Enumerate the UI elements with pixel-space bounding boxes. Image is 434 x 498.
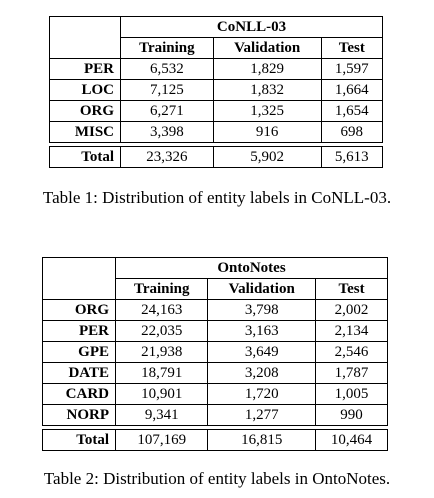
table-corner <box>50 17 121 38</box>
total-row <box>50 147 383 168</box>
table-cell: 990 <box>316 405 388 426</box>
row-label: LOC <box>50 80 121 101</box>
table-cell: 1,664 <box>321 80 382 101</box>
table-cell: 1,787 <box>316 363 388 384</box>
table-conll03 <box>49 16 383 168</box>
table-cell: 1,005 <box>316 384 388 405</box>
table-cell: 916 <box>213 122 321 143</box>
table-cell: 6,271 <box>121 101 214 122</box>
table-row <box>43 321 388 342</box>
row-label: DATE <box>43 363 116 384</box>
column-header: Test <box>316 279 388 300</box>
table-cell: 2,546 <box>316 342 388 363</box>
table-cell: 3,649 <box>208 342 316 363</box>
row-label: CARD <box>43 384 116 405</box>
table-corner <box>50 38 121 59</box>
dataset-header: CoNLL-03 <box>121 17 383 38</box>
table-row <box>43 384 388 405</box>
table-cell: 24,163 <box>116 300 208 321</box>
row-label: PER <box>50 59 121 80</box>
row-label: MISC <box>50 122 121 143</box>
table-cell: 1,597 <box>321 59 382 80</box>
column-header: Test <box>321 38 382 59</box>
table-cell: 698 <box>321 122 382 143</box>
table-cell: 1,829 <box>213 59 321 80</box>
total-cell: 16,815 <box>208 430 316 451</box>
table-row <box>50 59 383 80</box>
dataset-header: OntoNotes <box>116 258 388 279</box>
table-row <box>43 363 388 384</box>
table-cell: 1,277 <box>208 405 316 426</box>
column-header: Validation <box>208 279 316 300</box>
table-caption: Table 2: Distribution of entity labels in OntoNotes. <box>43 469 391 488</box>
table-row <box>43 405 388 426</box>
column-header: Training <box>116 279 208 300</box>
table-corner <box>43 258 116 279</box>
table-cell: 9,341 <box>116 405 208 426</box>
row-label: GPE <box>43 342 116 363</box>
table-row <box>43 342 388 363</box>
table-row <box>50 80 383 101</box>
table-caption: Table 1: Distribution of entity labels in CoNLL-03. <box>42 188 392 207</box>
total-cell: 10,464 <box>316 430 388 451</box>
table-row <box>43 300 388 321</box>
total-row <box>43 430 388 451</box>
total-cell: 5,902 <box>213 147 321 168</box>
table-cell: 1,720 <box>208 384 316 405</box>
table-cell: 6,532 <box>121 59 214 80</box>
table-ontonotes <box>42 257 388 451</box>
row-label: ORG <box>50 101 121 122</box>
table-cell: 2,134 <box>316 321 388 342</box>
column-header: Validation <box>213 38 321 59</box>
table-cell: 22,035 <box>116 321 208 342</box>
table-cell: 1,325 <box>213 101 321 122</box>
table-row <box>50 101 383 122</box>
table-cell: 3,163 <box>208 321 316 342</box>
row-label: PER <box>43 321 116 342</box>
table-cell: 1,654 <box>321 101 382 122</box>
table-cell: 3,398 <box>121 122 214 143</box>
table-cell: 7,125 <box>121 80 214 101</box>
table-cell: 3,208 <box>208 363 316 384</box>
column-header: Training <box>121 38 214 59</box>
total-label: Total <box>50 147 121 168</box>
table-cell: 21,938 <box>116 342 208 363</box>
table-corner <box>43 279 116 300</box>
table-cell: 18,791 <box>116 363 208 384</box>
total-cell: 23,326 <box>121 147 214 168</box>
table-cell: 10,901 <box>116 384 208 405</box>
total-cell: 5,613 <box>321 147 382 168</box>
table-cell: 2,002 <box>316 300 388 321</box>
table-cell: 3,798 <box>208 300 316 321</box>
row-label: NORP <box>43 405 116 426</box>
total-label: Total <box>43 430 116 451</box>
total-cell: 107,169 <box>116 430 208 451</box>
row-label: ORG <box>43 300 116 321</box>
table-cell: 1,832 <box>213 80 321 101</box>
table-row <box>50 122 383 143</box>
